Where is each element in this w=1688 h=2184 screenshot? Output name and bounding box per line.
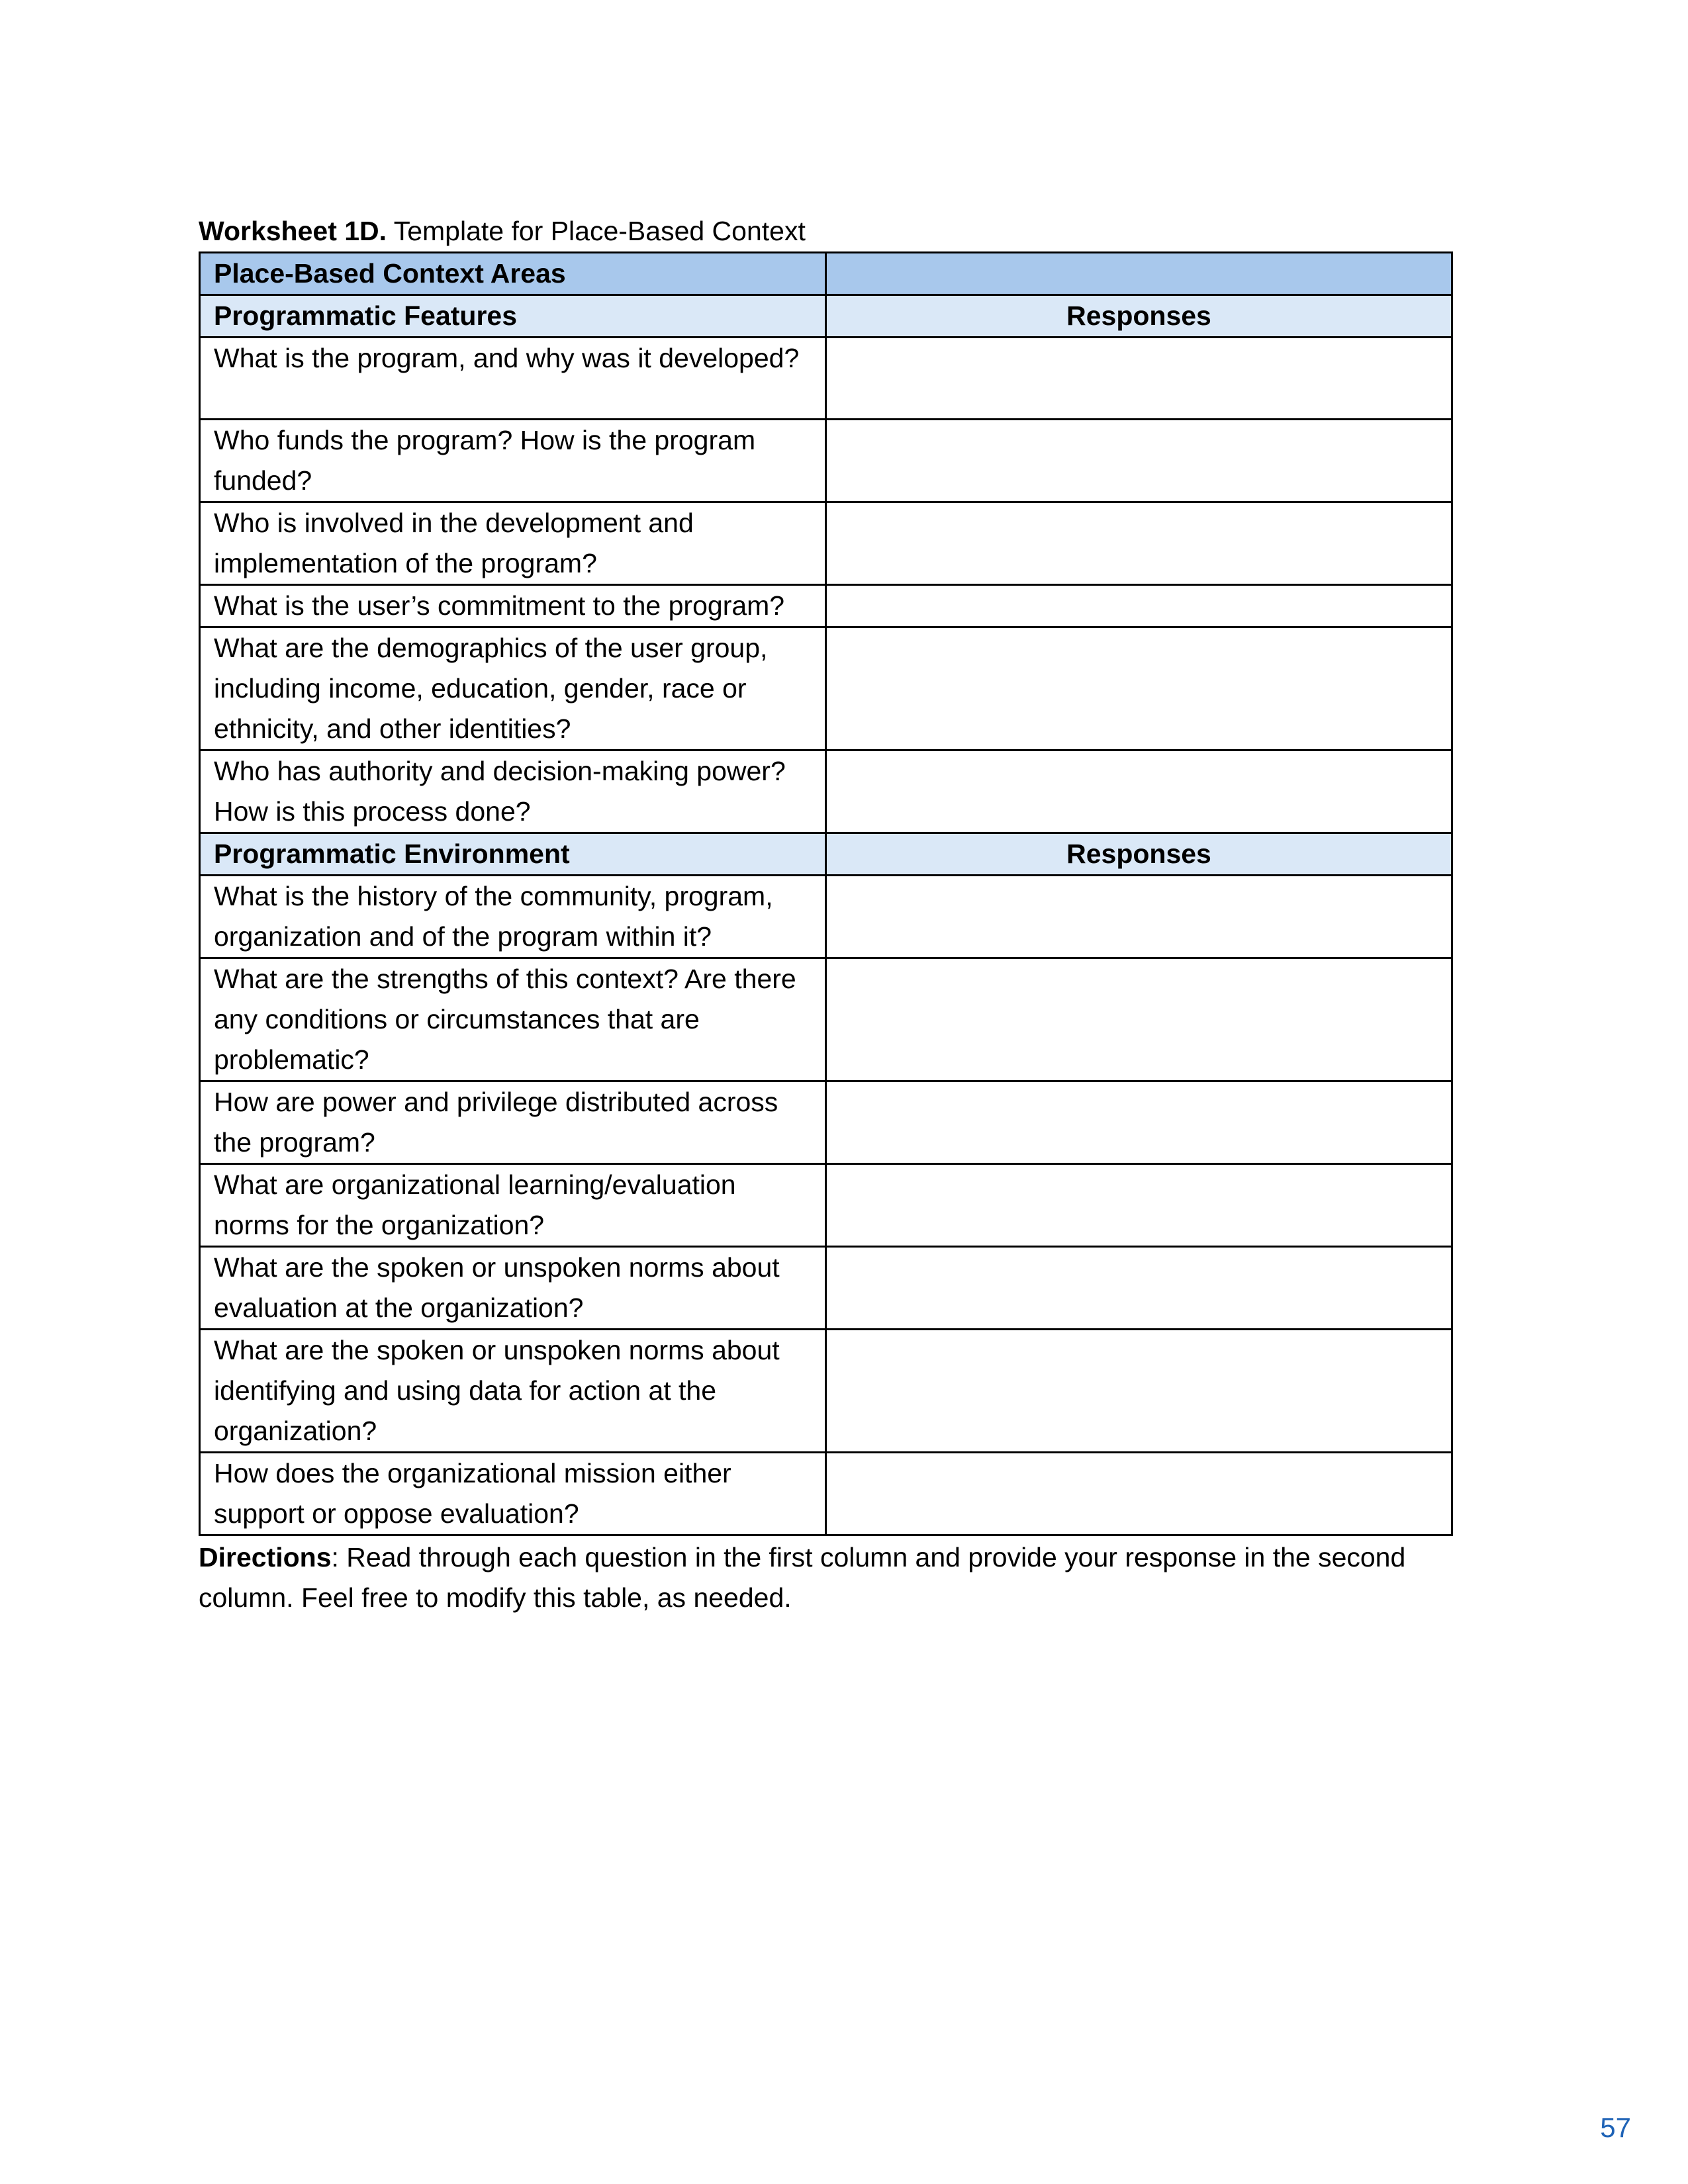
question-row bbox=[200, 338, 1452, 420]
directions-text bbox=[199, 1537, 1451, 1618]
response-cell[interactable] bbox=[826, 1081, 1452, 1164]
response-cell[interactable] bbox=[826, 751, 1452, 833]
responses-header: Responses bbox=[826, 295, 1452, 338]
question-cell: What is the program, and why was it developed? bbox=[200, 338, 826, 420]
responses-header: Responses bbox=[826, 833, 1452, 876]
response-cell[interactable] bbox=[826, 1247, 1452, 1330]
question-row bbox=[200, 876, 1452, 958]
question-row bbox=[200, 1453, 1452, 1535]
question-row bbox=[200, 958, 1452, 1081]
worksheet-page bbox=[199, 210, 1451, 1618]
question-cell: What are the demographics of the user group, including income, education, gender, race or ethnicity, and other identities? bbox=[200, 627, 826, 751]
question-cell: Who is involved in the development and implementation of the program? bbox=[200, 502, 826, 585]
response-cell[interactable] bbox=[826, 585, 1452, 627]
worksheet-caption bbox=[199, 210, 1451, 251]
question-cell: What is the history of the community, program, organization and of the program within it? bbox=[200, 876, 826, 958]
question-cell: How are power and privilege distributed across the program? bbox=[200, 1081, 826, 1164]
response-cell[interactable] bbox=[826, 958, 1452, 1081]
response-cell[interactable] bbox=[826, 338, 1452, 420]
area-header-response-cell bbox=[826, 253, 1452, 295]
question-cell: What are the spoken or unspoken norms about evaluation at the organization? bbox=[200, 1247, 826, 1330]
directions-body: : Read through each question in the first column and provide your response in the second column. Feel free to modify this table, as needed. bbox=[199, 1542, 1406, 1613]
question-cell: What are the strengths of this context? Are there any conditions or circumstances that are problematic? bbox=[200, 958, 826, 1081]
question-row bbox=[200, 420, 1452, 502]
page-number: 57 bbox=[1600, 2112, 1631, 2143]
question-cell: What are organizational learning/evaluation norms for the organization? bbox=[200, 1164, 826, 1247]
question-row bbox=[200, 502, 1452, 585]
response-cell[interactable] bbox=[826, 502, 1452, 585]
caption-label: Worksheet 1D. bbox=[199, 216, 387, 246]
response-cell[interactable] bbox=[826, 420, 1452, 502]
directions-label: Directions bbox=[199, 1542, 332, 1572]
question-cell: Who funds the program? How is the program funded? bbox=[200, 420, 826, 502]
question-row bbox=[200, 1164, 1452, 1247]
area-header-cell: Place-Based Context Areas bbox=[200, 253, 826, 295]
question-row bbox=[200, 585, 1452, 627]
question-cell: How does the organizational mission either support or oppose evaluation? bbox=[200, 1453, 826, 1535]
section-header-row bbox=[200, 295, 1452, 338]
place-based-context-table bbox=[199, 251, 1453, 1536]
section-title: Programmatic Environment bbox=[200, 833, 826, 876]
question-cell: What are the spoken or unspoken norms about identifying and using data for action at the organization? bbox=[200, 1330, 826, 1453]
response-cell[interactable] bbox=[826, 627, 1452, 751]
response-cell[interactable] bbox=[826, 876, 1452, 958]
question-cell: Who has authority and decision-making power? How is this process done? bbox=[200, 751, 826, 833]
section-header-row bbox=[200, 833, 1452, 876]
response-cell[interactable] bbox=[826, 1453, 1452, 1535]
question-row bbox=[200, 751, 1452, 833]
section-title: Programmatic Features bbox=[200, 295, 826, 338]
question-row bbox=[200, 1081, 1452, 1164]
question-cell: What is the user’s commitment to the program? bbox=[200, 585, 826, 627]
caption-text: Template for Place-Based Context bbox=[387, 216, 806, 246]
question-row bbox=[200, 1330, 1452, 1453]
question-row bbox=[200, 627, 1452, 751]
response-cell[interactable] bbox=[826, 1330, 1452, 1453]
area-header-row bbox=[200, 253, 1452, 295]
response-cell[interactable] bbox=[826, 1164, 1452, 1247]
question-row bbox=[200, 1247, 1452, 1330]
